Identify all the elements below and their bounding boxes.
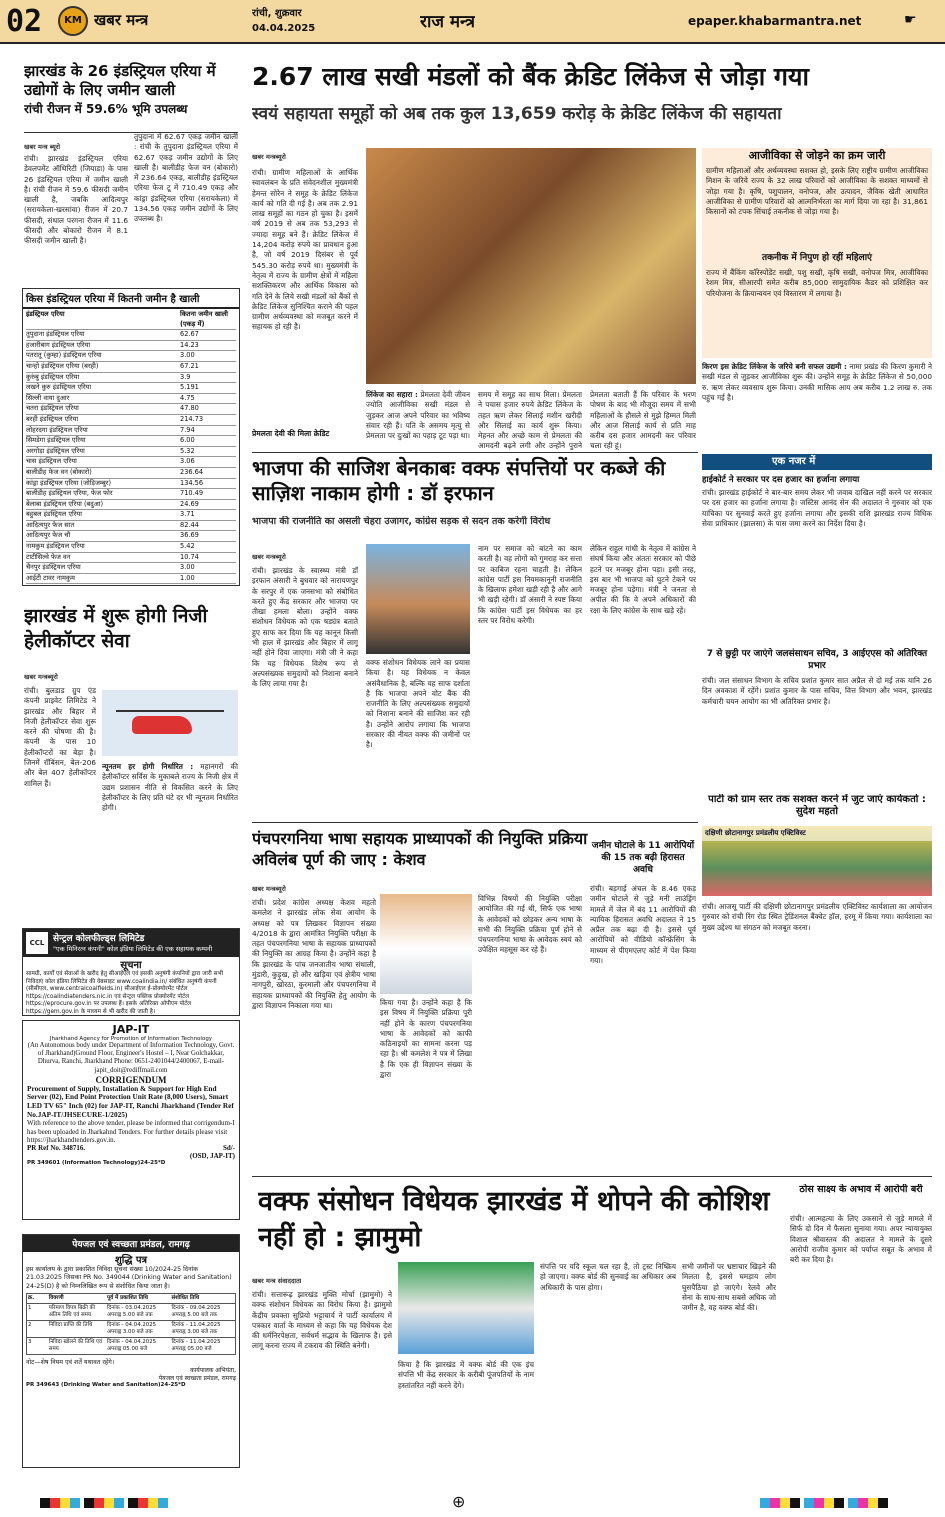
- water-cell: दिनांक - 11.04.2025 अपराह्न 05.00 बजे: [171, 1339, 221, 1353]
- area-land: 67.21: [180, 361, 199, 370]
- table-row: [26, 457, 236, 468]
- area-name: आदित्यपुर फेज चौ: [26, 531, 71, 540]
- table-row: [26, 574, 236, 585]
- japit-sd: Sd/-: [222, 1144, 235, 1153]
- area-land: 6.00: [180, 436, 195, 445]
- ccl-notice-title: सूचना: [120, 960, 142, 971]
- event-banner-text: दक्षिणी छोटानागपुर प्रमंडलीय एक्टिविस्ट: [702, 826, 932, 841]
- water-cell: 2: [28, 1322, 32, 1329]
- lead-body: रांची। ग्रामीण महिलाओं के आर्थिक स्वावलंबन के प्रति संवेदनशील मुख्यमंत्री हेमन्त सोरेन ने समूह के क्रेडिट लिंकेज कार्य को गति दी गई है। अब तक 2.91 लाख समूहों का गठन हो चुका है। इसमें वर्ष 2019 से अब तक 53,293 से ज्यादा समूह बने हैं। क्रेडिट लिंकेज में 14,204 करोड़ रुपये का प्रावधान हुआ है, जो वर्ष 2019 दिसंबर से पूर्व 545.30 करोड़ रुपये था। मुख्यमंत्री के नेतृत्व में राज्य के ग्रामीण क्षेत्रों में महिला सशक्तिकरण और आर्थिक विकास को गति देने के लिये सखी मंडलों को बैंकों से क्रेडिट लिंकेज सुनिश्चित कराने की पहल ग्रामीण अर्थव्यवस्था को मजबूत करने में सहायक हो रही है।: [252, 168, 358, 332]
- water-cell: दिनांक - 03.04.2025 अपराह्न 5.00 बजे तक: [107, 1305, 157, 1319]
- industrial-body: रांची। झारखंड इंडस्ट्रियल एरिया डेवलपमेंट ऑथिरिटी (जियाडा) के पास 26 इंडस्ट्रियल एरिया में जमीन खाली है। रांची रीजन में 59.6 फीसदी जमीन खाली है, जबकि आदित्यपुर (सरायकेला-खरसांवा) रीजन में 20.7 फीसदी, संथाल परगना रीजन में 11.6 फीसदी और बोकारो रीजन में 8.1 फीसदी जमीन खाली है।: [24, 154, 128, 246]
- waqf1-col3: नाम पर समाज को बांटने का काम करती है। वह लोगों को गुमराह कर सत्ता पर काबिज रहना चाहती है। लेकिन कांग्रेस पार्टी इस नियमकानूनी राजनीति के खिलाफ हमेशा खड़ी रही है और आगे भी खड़ी रहेगी। डॉ अंसारी ने स्पष्ट किया कि कांग्रेस पार्टी इस विधेयक का हर स्तर पर विरोध करेगी।: [478, 544, 582, 626]
- table-header-row: [26, 310, 236, 330]
- waqf1-col4: लेकिन राहुल गांधी के नेतृत्व में कांग्रेस ने संघर्ष किया और अंततः सरकार को पीछे हटने पर मजबूर होना पड़ा। इसी तरह, इस बार भी भाजपा को घुटने टेकने पर मजबूर होना पड़ेगा। मंत्री ने जनता से अपील की कि वे अपने अधिकारों की रक्षा के लिए कांग्रेस के साथ खड़े रहें।: [590, 544, 696, 615]
- area-land: 3.00: [180, 351, 195, 360]
- waqf2-byline: खबर मन्त्र संवाददाता: [252, 1277, 302, 1285]
- livelihood-box: [702, 148, 932, 358]
- waqf2-col4: सभी जमीनों पर भ्रष्टाचार खिड़ने की मिलता है, इससे घमड़ाय लोग घुसपैठिया हो जाएंगे। रेलवे और सेना के साथ-साथ सबसे अधिक जो जमीन है, वह वक्फ बोर्ड की।: [682, 1262, 776, 1313]
- table-row: [26, 341, 236, 352]
- kiran-subhead: किरण इस क्रेडिट लिंकेज के जरिये बनी सफल उद्यमी :: [702, 362, 847, 371]
- color-registration-bar: [760, 1498, 890, 1508]
- area-land: 214.73: [180, 414, 204, 423]
- water-cell: दिनांक - 04.04.2025 अपराह्न 05.00 बजे: [107, 1339, 157, 1353]
- table-row: [26, 563, 236, 574]
- area-land: 3.06: [180, 457, 195, 466]
- divider: [252, 822, 698, 823]
- water-date-table: [26, 1293, 236, 1355]
- waqf1-subhead: भाजपा की राजनीति का असली चेहरा उजागर, कांग्रेस सड़क से सदन तक करेगी विरोध: [252, 516, 551, 527]
- area-name: बालीडीह इंडस्ट्रियल एरिया, फेज फोर: [26, 489, 113, 498]
- water-dept-title: पेयजल एवं स्वच्छता प्रमंडल, रामगढ़: [23, 1235, 239, 1252]
- table-row: [26, 553, 236, 564]
- table-row: [26, 542, 236, 553]
- ccl-notice-body: सामग्री, कार्यों एवं सेवाओं के खरीद हेतु सीआईएल एवं इसकी अनुषंगी कंपनियों द्वारा जारी सभी निविदाएं कोल इंडिया लिमिटेड की वेबसाइट www.coalindia.in/ संबंधित अनुषंगी कंपनी (सीसीएल, www.centralcoalfields.in) सीआईएल ई-प्रोक्योरमेंट पोर्टल https://coalindiatenders.nic.in एवं सेन्ट्रल पब्लिक प्रोक्योरमेंट पोर्टल https://eprocure.gov.in पर उपलब्ध हैं। इसके अतिरिक्त ओपीएम पोर्टल https://gem.gov.in के माध्यम से भी खरीद की जाती है।: [26, 971, 224, 1015]
- city-day: रांची, शुक्रवार: [252, 8, 302, 19]
- lead-headline-text: 2.67 लाख सखी मंडलों को बैंक क्रेडिट लिंकेज से जोड़ा गया: [252, 62, 809, 91]
- kiran-story: [702, 362, 932, 450]
- table-row: [26, 468, 236, 479]
- water-cell: दिनांक - 09.04.2025 अपराह्न 5.00 बजे तक: [171, 1305, 221, 1319]
- water-shuddhi-patra: शुद्धि पत्र: [114, 1255, 148, 1266]
- ccl-subtitle: कोल इंडिया लिमिटेड की एक सहायक कम्पनी: [106, 945, 213, 953]
- ccl-logo-icon: CCL: [26, 932, 48, 954]
- table-row: [26, 362, 236, 373]
- table-row: [26, 479, 236, 490]
- area-land: 5.32: [180, 446, 195, 455]
- kiran-body: नामा प्रखंड की किरण कुमारी ने सखी मंडल से जुड़कर आजीविका शुरू की। उन्होंने समूह के क्रेडिट लिंकेज से 50,000 रु. ऋण लेकर व्यवसाय शुरू किया। उनकी मासिक आय अब करीब 1.2 लाख रु. तक पहुंच गई है।: [702, 362, 932, 402]
- area-land: 3.9: [180, 372, 191, 381]
- water-cell: 3: [28, 1339, 32, 1346]
- waqf2-headline: वक्फ संसोधन विधेयक झारखंड में थोपने की कोशिश नहीं हो : झामुमो: [258, 1186, 770, 1253]
- table-row: [26, 351, 236, 362]
- area-name: हजारीबाग इंडस्ट्रियल एरिया: [26, 340, 91, 349]
- color-registration-bar: [40, 1498, 170, 1508]
- ccl-company: सेन्ट्रल कोलफील्ड्स लिमिटेड: [53, 934, 145, 944]
- area-name: लखने कुरु इंडस्ट्रियल एरिया: [26, 383, 92, 392]
- ek-nazar-banner: एक नजर में: [702, 454, 932, 470]
- water-col-header: विवरणी: [48, 1295, 64, 1302]
- water-body: इस कार्यालय के द्वारा प्रकाशित निविदा सूचना संख्या 10/2024-25 दिनांक 21.03.2025 जिसका PR No. 349044 (Drinking Water and Sanitation) 24-25(D) है को निम्नलिखित रूप से संशोधित किया जाता है।: [26, 1266, 232, 1290]
- water-sign-2: पेयजल एवं स्वच्छता प्रमंडल, रामगढ़: [158, 1375, 236, 1383]
- lead-body-subhead: प्रेमलता देवी की मिला क्रेडिट: [252, 429, 330, 438]
- industrial-body-2: तुपुदाना में 62.67 एकड़ जमीन खाली : रांची के तुपुदाना इंडस्ट्रियल एरिया में 62.67 एकड़ जमीन उद्योगों के लिए खाली है। बालीडीह फेज वन (बोकारो) में 236.64 एकड़, बालीडीह इंडस्ट्रियल एरिया फेज टू में 710.49 एकड़ और कांड्रा इंडस्ट्रियल एरिया (सरायकेला) में 134.56 एकड़ जमीन उद्योगों के लिए उपलब्ध है।: [134, 132, 238, 224]
- jmm-press-photo: [398, 1262, 534, 1354]
- helicopter-photo: [102, 690, 238, 756]
- lead-col4: प्रेमलता बताती हैं कि परिवार के भरण पोषण के बाद भी मौजूदा समय में सभी महिलाओं के हौसले से मुझे हिम्मत मिली और आज सिलाई कार्य से प्रति माह करीब दस हजार आमदनी कर परिवार चला रही हूं।: [590, 390, 696, 450]
- highcourt-headline: हाईकोर्ट ने सरकार पर दस हजार का हर्जाना लगाया: [702, 475, 860, 485]
- heli-subhead: न्यूनतम हर होगी निर्धारित :: [102, 762, 194, 771]
- area-name: सिल्ली वाया दुआर: [26, 393, 70, 402]
- divider: [252, 452, 698, 453]
- area-name: चैनपुर इंडस्ट्रियल एरिया: [26, 563, 81, 572]
- heli-headline: झारखंड में शुरू होगी निजी हेलीकॉप्टर सेवा: [24, 605, 208, 652]
- table-row: [26, 500, 236, 511]
- area-name: आदित्यपुर फेज सात: [26, 520, 75, 529]
- water-cell: दिनांक - 11.04.2025 अपराह्न 3.00 बजे तक: [171, 1322, 221, 1336]
- japit-pr-ref: PR Ref No. 348716.: [27, 1144, 86, 1153]
- area-land: 7.94: [180, 425, 195, 434]
- water-cell: निविदा खोलने की तिथि एवं समय: [48, 1339, 102, 1353]
- industrial-byline: खबर मन्त्र ब्यूरो: [24, 143, 61, 151]
- registration-mark-icon: ⊕: [452, 1492, 466, 1511]
- waqf2-col2: किया है कि झारखंड में वक्फ बोर्ड की एक इंच संपत्ति भी केंद्र सरकार के करीबी पूंजपतियों के नाम हस्तांतरित नहीं करने देंगे।: [398, 1360, 534, 1390]
- page-number: 02: [6, 4, 43, 39]
- skills-body: राज्य में बैंकिंग कॉरेस्पोंडेंट सखी, पशु सखी, कृषि सखी, वनोपज मित्र, आजीविका रेशम मित्र, सीआरपी समेत करीब 85,000 सामुदायिक कैडर को प्रशिक्षित कर परियोजना के क्रियान्वयन एवं विस्तारण में लगाया है।: [706, 268, 928, 298]
- water-footer: PR 349643 (Drinking Water and Sanitation)24-25*D: [26, 1382, 186, 1389]
- caption-lead: लिंकेज का सहारा :: [366, 390, 418, 399]
- livelihood-body: ग्रामीण महिलाओं और अर्थव्यवस्था सशक्त हो, इसके लिए राष्ट्रीय ग्रामीण आजीविका मिशन के जरिये राज्य के 32 लाख परिवारों को आजीविका के सशक्त माध्यमों से जोड़ा गया है। कृषि, पशुपालन, वनोपज, और उत्पादन, जैविक खेती आधारित आजीविका से ग्रामीण परिवारों को आत्मनिर्भरता का मार्ग दिया जा रहा है। 31,861 किसानों को टपक सिंचाई तकनीक से जोड़ा गया है।: [706, 166, 928, 217]
- area-name: आईटी टावर नामकुम: [26, 573, 75, 582]
- ajsu-event-photo: [702, 826, 932, 896]
- japit-corrigendum: CORRIGENDUM: [95, 1074, 167, 1085]
- lead-photo-women-group: [366, 148, 696, 384]
- water-table-row: [26, 1321, 236, 1338]
- waqf2-body: रांची। सत्तारूढ़ झारखंड मुक्ति मोर्चा (झामुमो) ने वक्फ संशोधन विधेयक का विरोध किया है। झामुमो केंद्रीय प्रवक्ता सुप्रियो भट्टाचार्य ने पार्टी कार्यालय में पत्रकार वार्ता के माध्यम से कहा कि यह विधेयक देश की धर्मनिरपेक्षता, सर्वधर्म सद्भाव के खिलाफ है। इसे लागू करना राज्य में टकराव की स्थिति बनेगी।: [252, 1290, 392, 1351]
- table-row: [26, 394, 236, 405]
- secretary-leave-headline: 7 से छुट्टी पर जाएंगे जलसंसाधन सचिव, 3 आईएएस को अतिरिक्त प्रभार: [706, 649, 928, 671]
- table-row: [26, 521, 236, 532]
- area-land: 1.00: [180, 573, 195, 582]
- waqf1-body: रांची। झारखंड के स्वास्थ्य मंत्री डॉ इरफान अंसारी ने बुधवार को नारायणपुर के सरपुर में एक जनसभा को संबोधित करते हुए केंद्र सरकार और भाजपा पर तीखा हमला बोला। उन्होंने वक्फ संशोधन विधेयक को एक षड्यंत्र बताते हुए साफ कर दिया कि यह कानून किसी भी हाल में झारखंड और बिहार में लागू नहीं होने दिया जाएगा। मंत्री जी ने कहा कि यह विधेयक विशेष रूप से अल्पसंख्यक समुदायों को निशाना बनाने के लिए लाया गया है।: [252, 566, 358, 689]
- table-row: [26, 383, 236, 394]
- water-table-header: [26, 1293, 236, 1304]
- lead-col3: समय में समूह का साथ मिला। प्रेमलता ने पचास हजार रुपये क्रेडिट लिंकेज के तहत ऋण लेकर सिलाई मशीन खरीदी और सिलाई का कार्य शुरू किया। मेहनत और अच्छे काम से प्रेमलता की आमदनी बढ़ने लगी और उन्होंने पुराने: [478, 390, 582, 450]
- area-land: 3.71: [180, 510, 195, 519]
- pointer-hand-icon: ☛: [904, 12, 917, 28]
- area-land: 3.00: [180, 563, 195, 572]
- sudesh-mahto-headline: पार्टी को ग्राम स्तर तक सशक्त करने में जुट जाएं कार्यकर्ता : सुदेश महतो: [708, 794, 926, 817]
- waqf2-col3: संपत्ति पर यदि स्कूल चल रहा है, तो ट्रस्ट निष्क्रिय हो जाएगा। वक्फ बोर्ड की सुनवाई का अधिकार अब अधिकारी के पास होगा।: [540, 1262, 676, 1292]
- col-header-land: कितना जमीन खाली (एकड़ में): [180, 310, 228, 328]
- panch-col2: किया गया है। उन्होंने कहा है कि इस विषय में नियुक्ति प्रक्रिया पूरी नहीं होने के कारण पंचपरगनिया भाषा के आवेदकों को काफी कठिनाइयों का सामना करना पड़ रहा है। श्री कमलेश ने पत्र में लिखा है कि एक ही विज्ञापन संख्या के द्वारा: [380, 998, 472, 1080]
- area-land: 4.75: [180, 393, 195, 402]
- brand-name: खबर मन्त्र: [94, 11, 149, 29]
- waqf1-col2: वक्फ संशोधन विधेयक लाने का प्रयास किया है। यह विधेयक न केवल असंवैधानिक है, बल्कि यह साफ दर्शाता है कि भाजपा अपने वोट बैंक की राजनीति के लिए अल्पसंख्यक समुदायों को निशाना बनाने की साजिश कर रही है। उन्होंने आरोप लगाया कि भाजपा सरकार की नीयत वक्फ की जमीनों पर है।: [366, 658, 470, 750]
- water-cell: 1: [28, 1305, 32, 1312]
- brand-logo-icon: KM: [58, 6, 88, 36]
- japit-subtitle: Jharkhand Agency for Promotion of Information Technology: [49, 1036, 213, 1042]
- table-row: [26, 415, 236, 426]
- page-footer: [0, 1490, 945, 1517]
- skills-subhead: तकनीक में निपुण हो रहीं महिलाएं: [761, 253, 873, 263]
- table-row: [26, 426, 236, 437]
- area-name: बालीडीह फेज वन (बोकारो): [26, 467, 92, 476]
- section-title: राज मन्त्र: [420, 12, 475, 32]
- table-row: [26, 510, 236, 521]
- japit-address: (An Autonomous body under Department of Information Technology, Govt. of Jharkhand)Ground Floor, Engineer's Hostel – I, Near Golchakkar, Dhurva, Ranchi, Jharkhand Phone: 0651-2401044/2400067, E-mail-japit_doit@rediffmail.com: [27, 1042, 235, 1074]
- area-land: 5.42: [180, 542, 195, 551]
- area-land: 62.67: [180, 330, 199, 339]
- area-land: 10.74: [180, 552, 199, 561]
- panch-body: रांची। प्रदेश कांग्रेस अध्यक्ष केशव महतो कमलेश ने झारखंड लोक सेवा आयोग के अध्यक्ष को पत्र लिखकर विज्ञापन संख्या 4/2018 के द्वारा आमंत्रित नियुक्ति परीक्षा के तहत पंचपरगनिया भाषा के सहायक प्राध्यापकों की नियुक्ति का आग्रह किया है। उन्होंने कहा है कि झारखंड के पांच जनजातीय भाषा संथाली, मुंडारी, कुड़ुख, हो और खड़िया एवं क्षेत्रीय भाषा नागपुरी, खोरठा, कुरमाली और पंचपरगनिया में सहायक प्राध्यापकों की नियुक्ति हेतु आयोग के द्वारा विज्ञापन निकाला गया था।: [252, 898, 376, 1010]
- ccl-tagline: "एक मिनिरत्न कंपनी": [53, 945, 105, 953]
- area-land: 47.80: [180, 404, 199, 413]
- area-land: 24.69: [180, 499, 199, 508]
- table-row: [26, 447, 236, 458]
- table-row: [26, 489, 236, 500]
- water-table-row: [26, 1338, 236, 1355]
- area-name: बरही इंडस्ट्रियल एरिया: [26, 414, 79, 423]
- ccl-banner: [23, 929, 239, 957]
- area-name: चास इंडस्ट्रियल एरिया: [26, 457, 77, 466]
- panch-col3: विभिन्न विषयों की नियुक्ति परीक्षा आयोजित की गई थी, सिर्फ एक भाषा के आवेदकों को छोड़कर अन्य भाषा के सभी की नियुक्ति प्रक्रिया पूर्ण होने से पंचपरगनिया भाषा के आवेदक स्वयं को उपेक्षित महसूस कर रहे हैं।: [478, 894, 582, 955]
- japit-osd: (OSD, JAP-IT): [189, 1152, 235, 1161]
- highcourt-body: रांची। झारखंड हाईकोर्ट ने बार-बार समय लेकर भी जवाब दाखिल नहीं करने पर सरकार पर दस हजार का हर्जाना लगाया है। जस्टिस आनंद सेन की अदालत ने गुरुवार को एक याचिका पर सुनवाई करते हुए हर्जाना लगाया और इसकी राशि झारखंड राज्य विधिक सेवा प्राधिकार (झालसा) के पास जमा करने का निर्देश दिया है।: [702, 488, 932, 528]
- ccl-ad: [22, 928, 240, 1016]
- heli-body-2: [102, 762, 238, 924]
- area-name: तुपुदाना इंडस्ट्रियल एरिया: [26, 330, 85, 339]
- panch-headline: पंचपरगनिया भाषा सहायक प्राध्यापकों की नियुक्ति प्रक्रिया अविलंब पूर्ण की जाए : केशव: [252, 829, 588, 869]
- japit-ad: [22, 1020, 240, 1220]
- heli-body-2-text: महानगरों की हेलीकॉप्टर सर्विस के मुकाबले राज्य के निजी क्षेत्र में उद्यम प्रशासन नीति से विकसित करने के लिए हेलीकॉप्टर के लिए प्रति घंटे दर भी न्यूनतम निर्धारित होगी।: [102, 762, 238, 813]
- waqf1-headline: भाजपा की साजिश बेनकाबः वक्फ संपत्तियों पर कब्जे की साज़िश नाकाम होगी : डॉ इरफान: [252, 456, 666, 505]
- water-col-header: संशोधित तिथि: [171, 1295, 200, 1302]
- area-name: बहुबल इंडस्ट्रियल एरिया: [26, 510, 82, 519]
- area-name: लोहरदगा इंडस्ट्रियल एरिया: [26, 425, 88, 434]
- keshav-photo: [380, 894, 472, 994]
- epaper-link[interactable]: epaper.khabarmantra.net: [688, 14, 862, 28]
- area-name: कुरुंबु इंडस्ट्रियल एरिया: [26, 372, 80, 381]
- page-header: [0, 0, 945, 44]
- lead-byline: खबर मन्त्रब्यूरो: [252, 153, 286, 161]
- lead-caption: [366, 390, 470, 450]
- industrial-headline: झारखंड के 26 इंडस्ट्रियल एरिया में उद्योगों के लिए जमीन खाली: [24, 62, 216, 99]
- japit-body: With reference to the above tender, please be informed that corrigendum-I has been uploaded in Jharkahnd Tenders. For further details please visit https://jharkhandtenders.gov.in.: [27, 1119, 235, 1144]
- area-name: अरगोड़ा इंडस्ट्रियल एरिया: [26, 446, 85, 455]
- area-name: टाटीसिल्वे फेज वन: [26, 552, 71, 561]
- area-land: 710.49: [180, 489, 204, 498]
- helicopter-icon: [132, 716, 192, 734]
- industrial-land-table: [22, 288, 240, 586]
- area-name: चान्हो इंडस्ट्रियल एरिया (बरही): [26, 361, 99, 370]
- evidence-headline: ठोस साक्ष्य के अभाव में आरोपी बरी: [799, 1184, 923, 1195]
- col-header-area: इंडस्ट्रियल एरिया: [26, 310, 65, 318]
- area-name: चतरा इंडस्ट्रियल एरिया: [26, 404, 79, 413]
- area-name: बेलाबा इंडस्ट्रियल एरिया (बदुआ): [26, 499, 104, 508]
- heli-body: रांची। बुलडाड ग्रुप एंड कंपनी प्राइवेट लिमिटेड ने झारखंड और बिहार में निजी हेलीकॉप्टर सेवा शुरू करने की घोषणा की है। कंपनी के पास 10 हेलीकॉप्टरों का बेड़ा है। जिनमें रॉबिंसन, बेल-206 और बेल 407 हेलीकॉप्टर शामिल हैं।: [24, 686, 96, 788]
- area-land: 134.56: [180, 478, 204, 487]
- water-cell: परिमाण विपत्र बिक्री की अंतिम तिथि एवं समय: [48, 1305, 96, 1319]
- lead-headline: [252, 62, 932, 96]
- table-row: [26, 404, 236, 415]
- panch-byline: खबर मन्त्रब्यूरो: [252, 885, 286, 893]
- table-title: किस इंडस्ट्रियल एरिया में कितनी जमीन है खाली: [23, 289, 239, 309]
- table-row: [26, 531, 236, 542]
- area-land: 14.23: [180, 340, 199, 349]
- japit-footer: PR 349601 (Information Technology)24-25*D: [27, 1160, 166, 1167]
- water-dept-ad: [22, 1234, 240, 1468]
- issue-date: 04.04.2025: [252, 23, 316, 34]
- table-row: [26, 373, 236, 384]
- caption-text: प्रेमलता देवी जीवन ज्योति आजीविका सखी मंडल से जुड़कर आज अपने परिवार का भविष्य संवार रही हैं। पति के असमय मृत्यु से प्रेमलता पर दुःखों का पहाड़ टूट पड़ा था।: [366, 390, 470, 441]
- dateline: [252, 6, 315, 36]
- livelihood-title: आजीविका से जोड़ने का क्रम जारी: [748, 149, 886, 162]
- water-cell: निविदा प्राप्ति की तिथि: [48, 1322, 93, 1329]
- water-col-header: पूर्व में प्रकाशित तिथि: [107, 1295, 148, 1302]
- japit-title: JAP-IT: [112, 1023, 150, 1036]
- japit-procurement: Procurement of Supply, Installation & Support for High End Server (02), End Point Protection Unit Rate (8,000 Users), Smart LED TV 65" Inch (02) for JAP-IT, Ranchi Jharkhand (Tender Ref No.JAP-IT/JHSECURE-1/2025): [27, 1083, 234, 1119]
- lead-subhead: स्वयं सहायता समूहों को अब तक कुल 13,659 करोड़ के क्रेडिट लिंकेज की सहायता: [252, 104, 782, 124]
- irfan-ansari-photo: [366, 544, 470, 654]
- water-note: नोट—शेष नियम एवं शर्तें यथावत रहेंगे।: [26, 1359, 115, 1367]
- divider: [252, 1176, 932, 1177]
- water-sign-1: कार्यपालक अभियंता,: [190, 1367, 236, 1375]
- area-name: कांड्रा इंडस्ट्रियल एरिया (जोड़िजम्बुर): [26, 478, 112, 487]
- secretary-leave-body: रांची। जल संसाधन विभाग के सचिव प्रशांत कुमार सात अप्रैल से दो मई तक यानि 26 दिन अवकाश में रहेंगे। प्रशांत कुमार के पास सचिव, वित्त विभाग और भवन, झारखंड कर्मचारी चयन आयोग का भी अतिरिक्त प्रभार है।: [702, 676, 932, 706]
- sudesh-mahto-body: रांची। आजसू पार्टी की दक्षिणी छोटानागपुर प्रमंडलीय एक्टिविस्ट कार्यशाला का आयोजन गुरुवार को रांची रिंग रोड स्थित ट्रेडिंशनल बैंक्वेट हॉल, हरमू में किया गया। कार्यशाला का मुख्य उद्देश्य था संगठन को मजबूत करना।: [702, 902, 932, 932]
- area-land: 236.64: [180, 467, 204, 476]
- area-land: 5.191: [180, 383, 199, 392]
- area-name: सिमडेगा इंडस्ट्रियल एरिया: [26, 436, 86, 445]
- water-table-row: [26, 1304, 236, 1321]
- table-row: [26, 330, 236, 341]
- waqf1-byline: खबर मन्त्रब्यूरो: [252, 553, 286, 561]
- water-cell: दिनांक - 04.04.2025 अपराह्न 3.00 बजे तक: [107, 1322, 157, 1336]
- land-headline: जमीन घोटाले के 11 आरोपियों की 15 तक बढ़ी हिरासत अवधि: [591, 841, 695, 875]
- area-land: 36.69: [180, 531, 199, 540]
- water-col-header: क्र.: [28, 1295, 35, 1302]
- evidence-body: रांची। आत्महत्या के लिए उकसाने से जुड़े मामले में सिर्फ दो दिन में फैसला सुनाया गया। अपर न्यायायुक्त विशाल श्रीवास्तव की अदालत ने मामले के दूसरे आरोपी राजीव कुमार को पर्याप्त सबूत के अभाव में बरी कर दिया है।: [790, 1214, 932, 1265]
- land-body: रांची। बड़गाई अंचल के 8.46 एकड़ जमीन घोटाले से जुड़े मनी लाउंड्रिंग मामले में जेल में बंद 11 आरोपियों की न्यायिक हिरासत अवधि अदालत ने 15 अप्रैल तक बढ़ा दी है। इससे पूर्व आरोपियों को वीडियो कॉन्फ्रेंसिंग के माध्यम से पीएमएलए कोर्ट में पेश किया गया।: [590, 884, 696, 966]
- industrial-subhead: रांची रीजन में 59.6% भूमि उपलब्ध: [24, 102, 188, 116]
- area-name: पतरातू (कुम्हा) इंडस्ट्रियल एरिया: [26, 351, 102, 360]
- area-name: नामकुम इंडस्ट्रियल एरिया: [26, 542, 85, 551]
- area-land: 82.44: [180, 520, 199, 529]
- heli-byline: खबर मन्त्रब्यूरो: [24, 673, 58, 681]
- table-row: [26, 436, 236, 447]
- industrial-headline-block: [24, 62, 238, 130]
